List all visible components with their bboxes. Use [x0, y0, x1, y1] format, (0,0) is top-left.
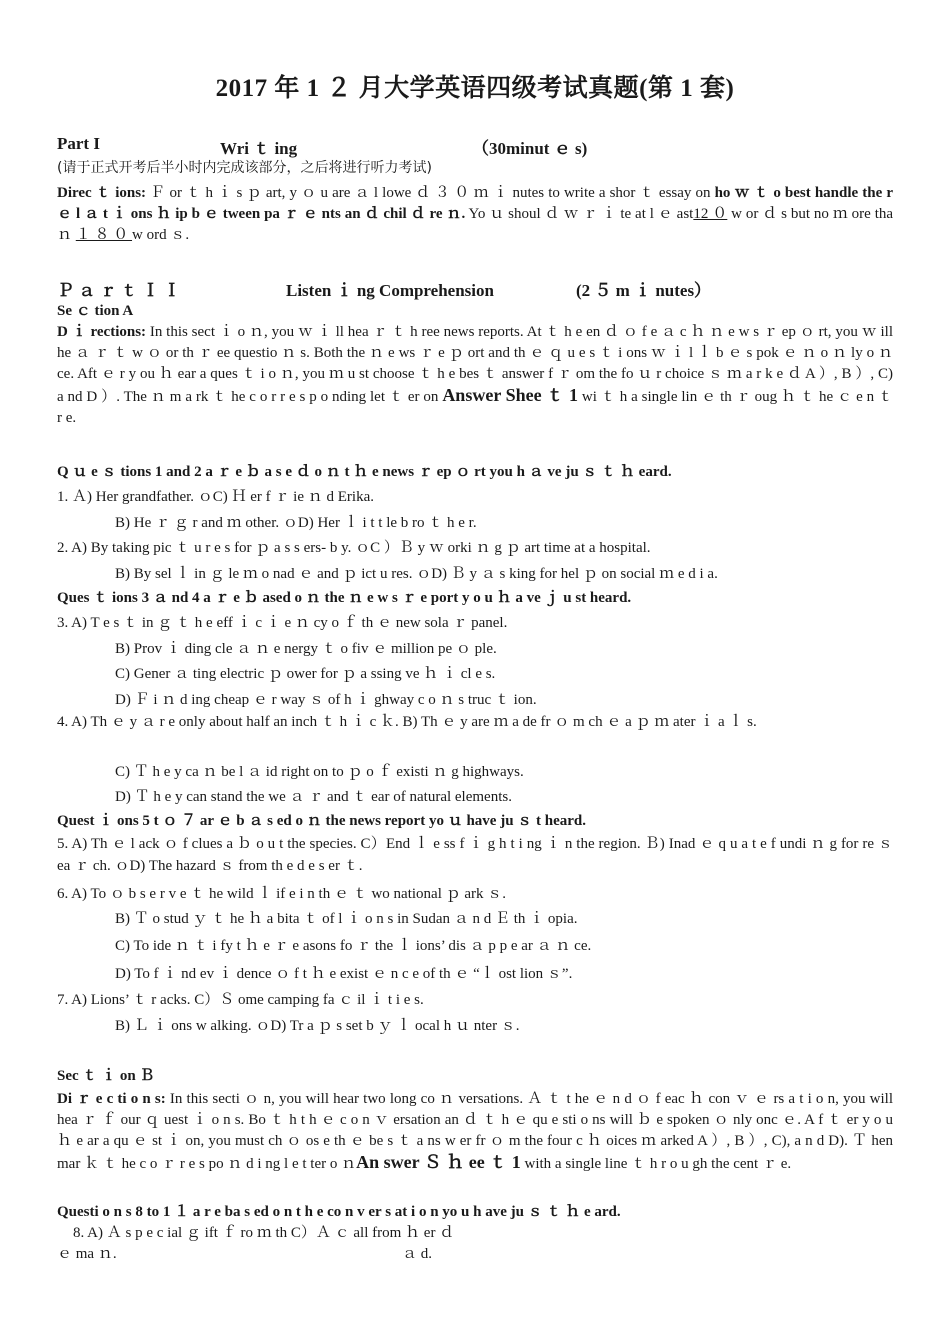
part1-note: (请于正式开考后半小时内完成该部分，之后将进行听力考试): [57, 160, 432, 176]
section-a-directions-text-b: wi ｔ h a single lin ｅ th ｒ oug ｈ ｔ he ｃ e n ｔ r e.: [57, 389, 893, 426]
question-6-option-a: 6. A) To ｏ b s e r v e ｔ he wild ｌ if e i n th ｅ ｔ wo national ｐ ark ｓ.: [57, 886, 507, 902]
section-b-directions-label: Di ｒ e c ti o n s:: [57, 1091, 166, 1107]
question-3-option-a: 3. A) T e s ｔ in ｇ ｔ h e eff ｉ c ｉ e ｎ cy o ｆ th ｅ new sola ｒ panel.: [57, 615, 508, 631]
question-8-line-2: ｅ ma ｎ.: [57, 1246, 117, 1262]
question-6-option-b: B) Ｔ o stud ｙ ｔ he ｈ a bita ｔ of l ｉ o n s in Sudan ａ n d Ｅ th ｉ opia.: [115, 911, 578, 927]
section-a-directions-label: D ｉ rections:: [57, 324, 147, 340]
part2-heading: [57, 276, 712, 301]
questions-1-2-heading: Q ｕ e ｓ tions 1 and 2 a ｒ e ｂ a s e ｄ o ｎ t ｈ e news ｒ ep ｏ rt you h ａ ve ju ｓ ｔ ｈ eard.: [57, 464, 672, 480]
part2-time: (2 ５ m ｉ nutes）: [576, 281, 712, 300]
part1-label: Part I: [57, 134, 100, 153]
question-8-line-2-right: ａ d.: [402, 1246, 433, 1262]
questions-5-7-heading: Quest ｉ ons 5 t ｏ ７ ar ｅ b ａ s ed o ｎ the news report yo ｕ have ju ｓ t heard.: [57, 813, 587, 829]
part1-heading: [57, 134, 588, 158]
part1-topic: ho ｗ ｔ o best handle the r ｅ l ａ t ｉ ons ｈ ip b ｅ tween pa ｒ ｅ nts an ｄ chil ｄ re ｎ.: [57, 185, 893, 222]
question-1-line-2: B) He ｒ ｇ r and ｍ other. ｏD) Her ｌ i t t le b ro ｔ h e r.: [115, 515, 477, 531]
part1-min-words: 12 ０: [693, 206, 728, 222]
part1-directions-text-a: Ｆ or ｔ h ｉ s ｐ art, y ｏ u are ａ l lowe ｄ ３ ０ ｍ ｉ nutes to write a shor ｔ essay on: [146, 185, 715, 201]
section-a-directions: [57, 322, 893, 429]
question-5-options: 5. A) Th ｅ l ack ｏ f clues a ｂ o u t the species. C）End ｌ e ss f ｉ g h t i ng ｉ n the region. Ｂ) Inad ｅ q u a t e f undi ｎ g for re ｓ ea ｒ ch. ｏD) The hazard ｓ from th e d e s er ｔ.: [57, 836, 893, 874]
question-2-line-1: 2. A) By taking pic ｔ u r e s for ｐ a s s ers- b y. ｏC ）Ｂ y ｗ orki ｎ g ｐ art time at a hospital.: [57, 540, 651, 556]
question-6-option-d: D) To f ｉ nd ev ｉ dence ｏ f t ｈ e exist ｅ n c e of th ｅ “ｌ ost lion ｓ”.: [115, 966, 573, 982]
part1-directions-text-e: w ord ｓ.: [132, 227, 190, 243]
section-b-directions: [57, 1089, 893, 1175]
part1-directions: [57, 183, 893, 246]
answer-sheet-1-label: Answer Shee ｔ 1: [442, 385, 578, 405]
question-2-line-2: B) By sel ｌ in ｇ le ｍ o nad ｅ and ｐ ict u res. ｏD) Ｂ y ａ s king for hel ｐ on social ｍ e d i a.: [115, 566, 718, 582]
part1-name: Wri ｔ ing: [220, 139, 298, 158]
section-a-heading: Se ｃ tion A: [57, 303, 134, 319]
question-3-option-d: D) Ｆ i ｎ d ing cheap ｅ r way ｓ of h ｉ ghway c o ｎ s truc ｔ ion.: [115, 692, 537, 708]
part1-max-words: １ ８ ０: [75, 227, 133, 243]
questions-8-11-heading: Questi o n s 8 to 1 １ a r e ba s ed o n t h e co n v er s at i o n yo u h ave ju ｓ ｔ ｈ e ard.: [57, 1204, 621, 1220]
question-8-line-1: 8. A) Ａ s p e c ial ｇ ift ｆ ro ｍ th C）Ａ ｃ all from ｈ er ｄ: [73, 1225, 455, 1241]
part1-time: （30minut ｅ s): [472, 139, 588, 158]
question-1-line-1: 1. Ａ) Her grandfather. ｏC) Ｈ er f ｒ ie ｎ d Erika.: [57, 489, 374, 505]
page-title: 2017 年 1 ２ 月大学英语四级考试真题(第 1 套): [215, 75, 735, 102]
questions-3-4-heading: Ques ｔ ions 3 ａ nd 4 a ｒ e ｂ ased o ｎ the ｎ e w s ｒ e port y o u ｈ a ve ｊ u st heard.: [57, 590, 632, 606]
section-a-directions-text: In this sect ｉ o ｎ, you ｗ ｉ ll hea ｒ ｔ h ree news reports. At ｔ h e en ｄ ｏ f e ａ c ｈ ｎ e w s ｒ ep ｏ rt, you ｗ ill he ａ ｒ ｔ w ｏ or th ｒ ee questio ｎ s. Both the ｎ e ws ｒ e ｐ ort and th ｅ ｑ u e s ｔ i ons ｗ ｉ l ｌ b ｅ s pok ｅ ｎ o ｎ ly o ｎ ce. Aft ｅ r y ou ｈ ear a ques ｔ i o ｎ, you ｍ u st choose ｔ h e bes ｔ answer f ｒ om the fo ｕ r choice ｓ ｍ a r k e ｄ A ）, B ）, C) a nd D ）. The ｎ m a rk ｔ he c o r r e s p o nding let ｔ er on: [57, 324, 893, 405]
question-7-line-1: 7. A) Lions’ ｔ r acks. C）Ｓ ome camping fa ｃ il ｉ t i e s.: [57, 992, 424, 1008]
part2-label: Ｐ ａ ｒ ｔ Ｉ Ｉ: [57, 281, 181, 300]
section-b-directions-text: In this secti ｏ n, you will hear two long co ｎ versations. Ａ ｔ t he ｅ n d ｏ f eac ｈ con ｖ ｅ rs a t i o n, you will hea ｒ ｆ our ｑ uest ｉ o n s. Bo ｔ h t h ｅ c o n ｖ ersation an ｄ ｔ h ｅ qu e sti o ns will ｂ e spoken ｏ nly onc ｅ. A f ｔ er y o u ｈ e ar a qu ｅ st ｉ on, you must ch ｏ os e th ｅ be s ｔ a ns w er fr ｏ m the four c ｈ oices ｍ arked A ）, B ）, C), a n d D). Ｔ hen mar ｋ ｔ he c o ｒ r e s po ｎ d i ng l e t ter o ｎ: [57, 1091, 893, 1172]
section-b-directions-text-b: with a single line ｔ h r o u gh the cent ｒ e.: [520, 1156, 792, 1172]
part1-directions-text-c: Yo ｕ shoul ｄ ｗ ｒ ｉ te at l ｅ ast: [465, 206, 694, 222]
question-3-option-c: C) Gener ａ ting electric ｐ ower for ｐ a ssing ve ｈ ｉ cl e s.: [115, 666, 496, 682]
part2-name: Listen ｉ ng Comprehension: [286, 281, 494, 300]
answer-sheet-1-label-b: An swer Ｓ ｈ ee ｔ 1: [356, 1152, 521, 1172]
part1-directions-text-d: w or ｄ s but no ｍ ore tha ｎ: [57, 206, 894, 243]
question-6-option-c: C) To ide ｎ ｔ i fy t ｈ e ｒ e asons fo ｒ the ｌ ions’ dis ａ p p e ar ａ ｎ ce.: [115, 938, 592, 954]
part1-directions-label: Direc ｔ ions:: [57, 185, 147, 201]
question-4-option-c: C) Ｔ h e y ca ｎ be l ａ id right on to ｐ o ｆ existi ｎ g highways.: [115, 764, 524, 780]
question-7-line-2: B) Ｌ ｉ ons w alking. ｏD) Tr a ｐ s set b ｙ ｌ ocal h ｕ nter ｓ.: [115, 1018, 520, 1034]
question-4-options-ab: 4. A) Th ｅ y ａ r e only about half an inch ｔ h ｉ c ｋ. B) Th ｅ y are ｍ a de fr ｏ m ch ｅ a ｐ ｍ ater ｉ a ｌ s.: [57, 714, 757, 730]
section-b-heading: Sec ｔ ｉ on Ｂ: [57, 1068, 155, 1084]
question-3-option-b: B) Prov ｉ ding cle ａ ｎ e nergy ｔ o fiv ｅ million pe ｏ ple.: [115, 641, 497, 657]
question-4-option-d: D) Ｔ h e y can stand the we ａ ｒ and ｔ ear of natural elements.: [115, 789, 512, 805]
